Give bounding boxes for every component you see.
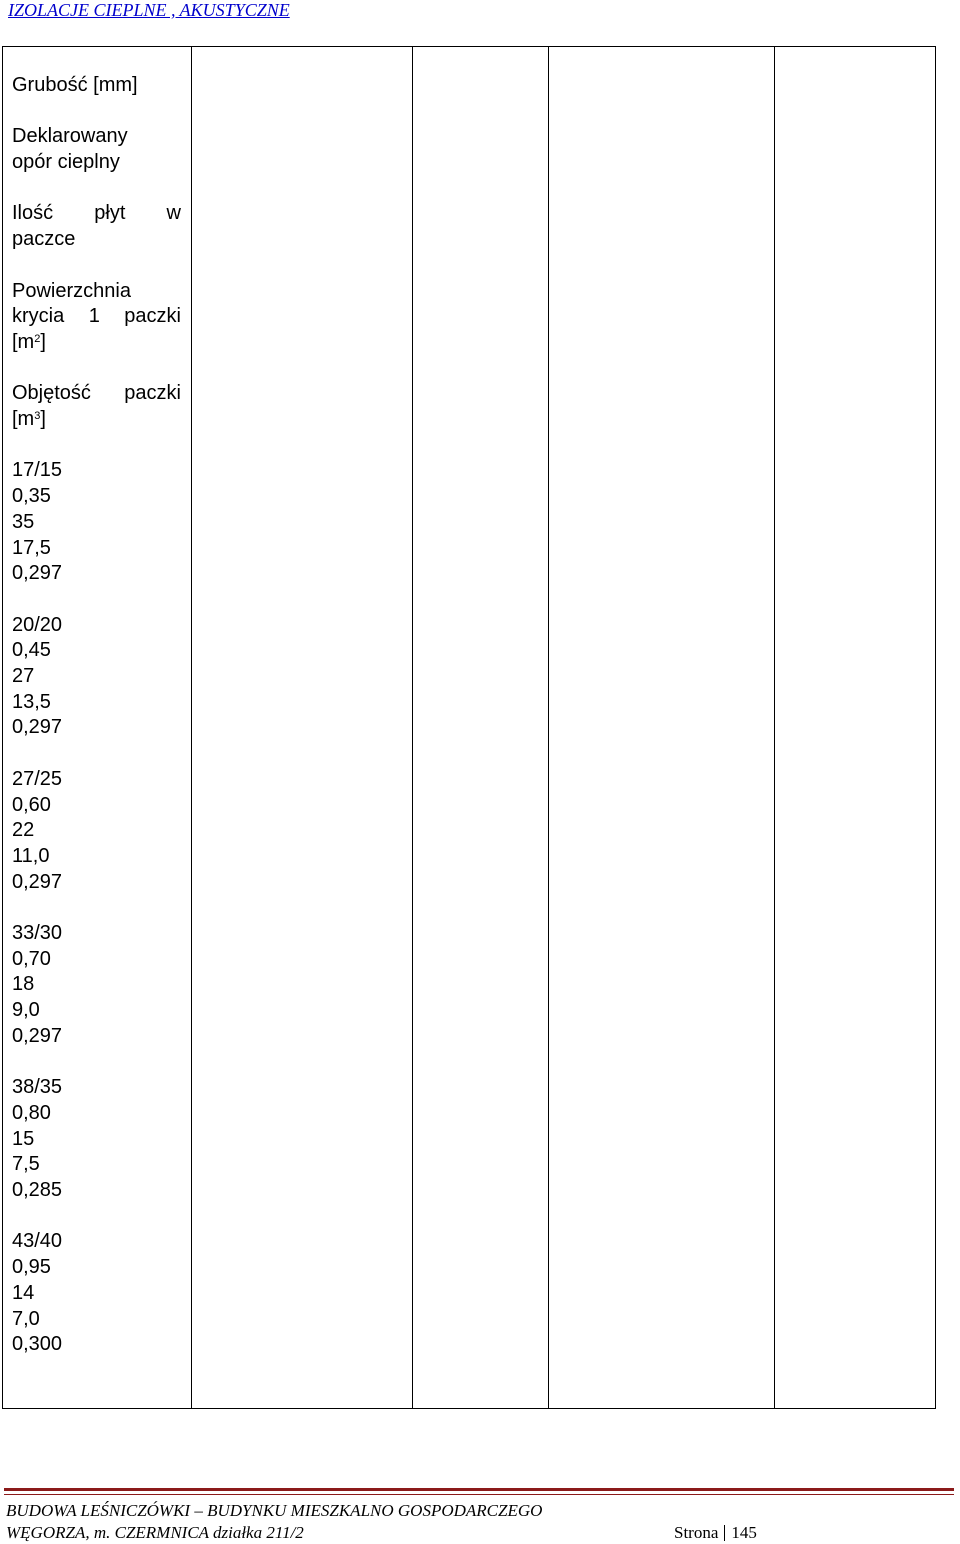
row-area: 7,0 xyxy=(12,1307,40,1330)
footer-rule-thin xyxy=(4,1494,954,1495)
row-area: 9,0 xyxy=(12,999,40,1022)
table-row xyxy=(12,458,181,612)
footer-project-title: BUDOWA LEŚNICZÓWKI – BUDYNKU MIESZKALNO GOSPODARCZEGO xyxy=(6,1501,543,1520)
label-volume-line2: $[m^3]$ xyxy=(12,408,46,431)
row-volume: 0,297 xyxy=(12,1024,63,1047)
row-resistance: 0,45 xyxy=(12,639,51,662)
row-resistance: 0,95 xyxy=(12,1256,51,1279)
row-thickness: 27/25 xyxy=(12,767,63,790)
row-resistance: 0,80 xyxy=(12,1101,51,1124)
row-area: 17,5 xyxy=(12,536,51,559)
footer-row xyxy=(6,1522,946,1544)
label-volume-line1: Objętość paczki xyxy=(12,382,181,405)
label-resistance-line1: Deklarowany xyxy=(12,125,128,148)
row-area: 13,5 xyxy=(12,690,51,713)
row-area: 7,5 xyxy=(12,1153,40,1176)
label-count-line1: Ilość płyt w xyxy=(12,202,181,225)
row-area: 11,0 xyxy=(12,844,50,867)
page-footer xyxy=(6,1500,946,1544)
row-thickness: 38/35 xyxy=(12,1076,63,1099)
table-rows xyxy=(12,458,181,1358)
row-count: 27 xyxy=(12,665,35,688)
row-thickness: 43/40 xyxy=(12,1230,63,1253)
row-count: 18 xyxy=(12,973,35,996)
column-divider xyxy=(191,46,192,1409)
row-volume: 0,297 xyxy=(12,716,63,739)
page-label: Strona xyxy=(674,1523,719,1542)
label-thickness: Grubość [mm] xyxy=(12,74,138,96)
table-row xyxy=(12,921,181,1075)
page-number xyxy=(674,1522,757,1544)
page-separator xyxy=(724,1525,725,1541)
label-resistance-line2: opór cieplny xyxy=(12,151,120,174)
table-row xyxy=(12,1075,181,1229)
page-number-value: 145 xyxy=(731,1523,757,1542)
row-count: 15 xyxy=(12,1127,35,1150)
column-divider xyxy=(548,46,549,1409)
row-thickness: 20/20 xyxy=(12,613,63,636)
row-resistance: 0,35 xyxy=(12,485,51,508)
header-link[interactable]: IZOLACJE CIEPLNE , AKUSTYCZNE xyxy=(8,0,290,20)
row-count: 14 xyxy=(12,1281,35,1304)
footer-location: WĘGORZA, m. CZERMNICA działka 211/2 xyxy=(6,1523,304,1542)
row-thickness: 17/15 xyxy=(12,459,63,482)
row-volume: 0,285 xyxy=(12,1179,63,1202)
row-volume: 0,300 xyxy=(12,1333,63,1356)
label-area-line2: krycia 1 paczki xyxy=(12,305,181,328)
footer-rule xyxy=(4,1488,954,1491)
table-row xyxy=(12,613,181,767)
row-count: 35 xyxy=(12,510,35,533)
row-thickness: 33/30 xyxy=(12,922,63,945)
label-count-line2: paczce xyxy=(12,228,76,251)
column-divider xyxy=(774,46,775,1409)
row-resistance: 0,60 xyxy=(12,793,51,816)
label-area-line1: Powierzchnia xyxy=(12,279,131,302)
table-first-column xyxy=(12,73,181,1358)
table-row xyxy=(12,767,181,921)
row-volume: 0,297 xyxy=(12,562,63,585)
row-count: 22 xyxy=(12,819,35,842)
column-divider xyxy=(412,46,413,1409)
row-volume: 0,297 xyxy=(12,870,63,893)
table-row xyxy=(12,1229,181,1358)
label-area-line3: $[m^2]$ xyxy=(12,330,46,353)
row-resistance: 0,70 xyxy=(12,947,51,970)
